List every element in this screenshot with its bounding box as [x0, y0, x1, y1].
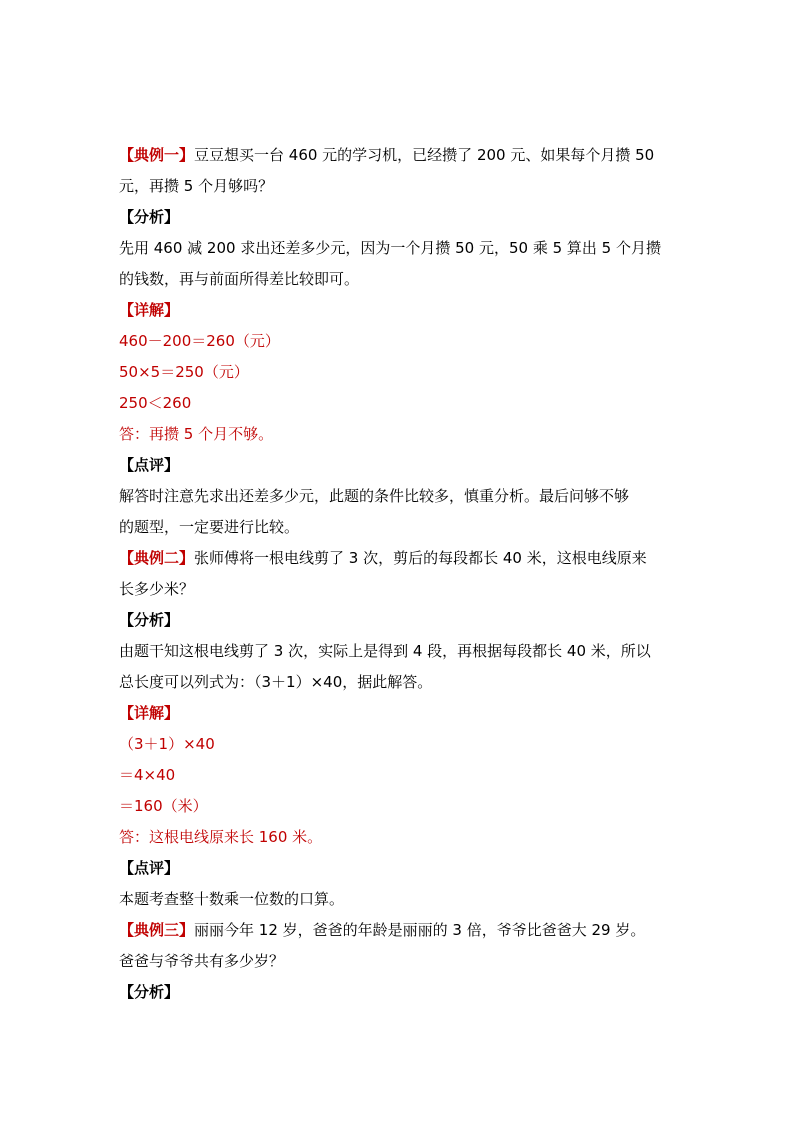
example1-analysis-tag: 【分析】 — [119, 208, 180, 226]
example2-answer: 答：这根电线原来长 160 米。 — [119, 828, 323, 846]
example3-tag: 【典例三】 — [119, 921, 195, 939]
example1-question-line1 — [119, 140, 679, 171]
example1-tag: 【典例一】 — [119, 146, 195, 164]
example2-question-line1 — [119, 543, 679, 574]
example2-comment-tag: 【点评】 — [119, 859, 180, 877]
worksheet-page — [119, 140, 679, 1008]
example2-analysis-line2: 总长度可以列式为：（3＋1）×40，据此解答。 — [119, 673, 433, 691]
example2-question-line2: 长多少米？ — [119, 580, 195, 598]
example3-question-line1 — [119, 915, 679, 946]
example1-detail-line: 460－200＝260（元） — [119, 332, 280, 350]
example1-detail-line: 250＜260 — [119, 394, 192, 412]
example2-question-text1: 张师傅将一根电线剪了 3 次，剪后的每段都长 40 米，这根电线原来 — [194, 549, 647, 567]
example2-detail-line: （3＋1）×40 — [119, 735, 215, 753]
example2-analysis-line1: 由题干知这根电线剪了 3 次，实际上是得到 4 段，再根据每段都长 40 米，所以 — [119, 642, 651, 660]
example1-comment-tag: 【点评】 — [119, 456, 180, 474]
example1-answer: 答：再攒 5 个月不够。 — [119, 425, 274, 443]
example3-question-text1: 丽丽今年 12 岁，爸爸的年龄是丽丽的 3 倍，爷爷比爸爸大 29 岁。 — [194, 921, 646, 939]
example1-comment-line2: 的题型，一定要进行比较。 — [119, 518, 300, 536]
example2-detail-tag: 【详解】 — [119, 704, 180, 722]
example1-detail-line: 50×5＝250（元） — [119, 363, 249, 381]
example1-analysis-line1: 先用 460 减 200 求出还差多少元，因为一个月攒 50 元，50 乘 5 算出 5 个月攒 — [119, 239, 661, 257]
example3-question-line2: 爸爸与爷爷共有多少岁？ — [119, 952, 285, 970]
example1-comment-line1: 解答时注意先求出还差多少元，此题的条件比较多，慎重分析。最后问够不够 — [119, 487, 630, 505]
example2-detail-line: ＝4×40 — [119, 766, 176, 784]
example2-tag: 【典例二】 — [119, 549, 195, 567]
example3-analysis-tag: 【分析】 — [119, 983, 180, 1001]
example1-detail-tag: 【详解】 — [119, 301, 180, 319]
example2-comment-line1: 本题考查整十数乘一位数的口算。 — [119, 890, 345, 908]
example1-question-text1: 豆豆想买一台 460 元的学习机，已经攒了 200 元、如果每个月攒 50 — [194, 146, 655, 164]
example2-detail-line: ＝160（米） — [119, 797, 208, 815]
example1-question-line2: 元，再攒 5 个月够吗？ — [119, 177, 274, 195]
example1-analysis-line2: 的钱数，再与前面所得差比较即可。 — [119, 270, 360, 288]
example2-analysis-tag: 【分析】 — [119, 611, 180, 629]
